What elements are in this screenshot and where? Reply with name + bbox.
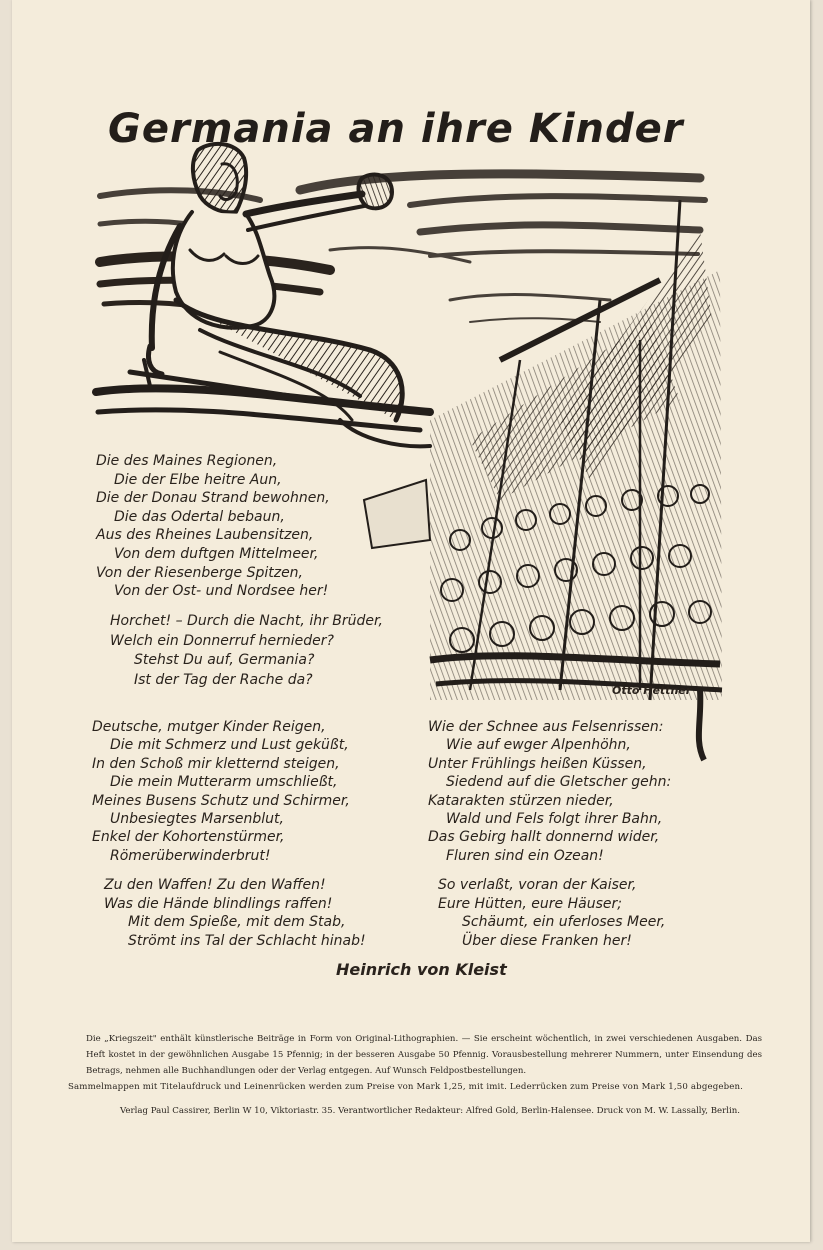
poem-line: Von der Ost- und Nordsee her! xyxy=(114,583,329,600)
crowd-and-banners xyxy=(364,200,722,760)
publication-notice: Die „Kriegszeit" enthält künstlerische Beiträge in Form von Original-Lithographien. — Sie erscheint wöchentlich, in zwei verschiedenen Ausgaben. Das Heft kostet in der gewöhnlichen Ausgabe 15 Pfennig; in der besseren Ausgabe 50 Pfennig. Vorausbestellung mehrerer Nummern, unter Einsendung des Betrags, nehmen alle Buchhandlungen oder der Verlag entgegen. Auf Wunsch Feldpostbestellungen. xyxy=(86,1034,762,1076)
poem-line: Zu den Waffen! Zu den Waffen! xyxy=(104,877,326,893)
poem-line: Das Gebirg hallt donnernd wider, xyxy=(428,829,660,846)
poem-line: Die das Odertal bebaun, xyxy=(114,508,285,525)
poem-line: Horchet! – Durch die Nacht, ihr Brüder, xyxy=(110,613,383,629)
poem-line: Strömt ins Tal der Schlacht hinab! xyxy=(128,932,366,949)
poem-line: Wie auf ewger Alpenhöhn, xyxy=(446,737,631,754)
poem-line: Enkel der Kohortenstürmer, xyxy=(92,829,285,846)
poem-line: Ist der Tag der Rache da? xyxy=(134,671,313,688)
poem-line: Die mein Mutterarm umschließt, xyxy=(110,774,338,791)
poem-line: Wald und Fels folgt ihrer Bahn, xyxy=(446,810,663,827)
poem-stanza-1 xyxy=(96,452,330,601)
poem-line: Von dem duftgen Mittelmeer, xyxy=(114,545,319,562)
poem-line: Über diese Franken her! xyxy=(462,932,632,949)
poem-line: Die der Donau Strand bewohnen, xyxy=(96,490,330,507)
poem-line: So verlaßt, voran der Kaiser, xyxy=(438,877,637,893)
poem-line: Welch ein Donnerruf hernieder? xyxy=(110,632,334,649)
poem-line: Die der Elbe heitre Aun, xyxy=(114,471,282,488)
poem-line: Fluren sind ein Ozean! xyxy=(446,847,604,864)
poem-line: Unbesiegtes Marsenblut, xyxy=(110,810,284,827)
imprint: Verlag Paul Cassirer, Berlin W 10, Viktoriastr. 35. Verantwortlicher Redakteur: Alfred Gold, Berlin-Halensee. Druck von M. W. Lassally, Berlin. xyxy=(120,1106,741,1116)
poem-line: Wie der Schnee aus Felsenrissen: xyxy=(428,719,664,735)
poem-stanza-2 xyxy=(110,612,383,690)
poem-line: Was die Hände blindlings raffen! xyxy=(104,895,333,912)
poem-line: Römerüberwinderbrut! xyxy=(110,847,271,864)
poem-line: Schäumt, ein uferloses Meer, xyxy=(462,914,666,931)
poem-line: In den Schoß mir kletternd steigen, xyxy=(92,755,340,772)
poem-line: Die des Maines Regionen, xyxy=(96,453,278,469)
poem-stanza-4 xyxy=(428,718,671,865)
binder-notice: Sammelmappen mit Titelaufdruck und Leinenrücken werden zum Preise von Mark 1,25, mit imit. Lederrücken zum Preise von Mark 1,50 abgegeben. xyxy=(68,1082,744,1092)
poem-stanza-3 xyxy=(92,718,350,865)
poem-line: Die mit Schmerz und Lust geküßt, xyxy=(110,737,349,754)
poem-line: Meines Busens Schutz und Schirmer, xyxy=(92,792,350,809)
poem-line: Aus des Rheines Laubensitzen, xyxy=(96,527,314,544)
poem-author: Heinrich von Kleist xyxy=(336,960,507,979)
poster-title: Germania an ihre Kinder xyxy=(108,106,684,152)
poem-line: Von der Riesenberge Spitzen, xyxy=(96,564,304,581)
poem-line: Katarakten stürzen nieder, xyxy=(428,792,614,809)
poem-stanza-5 xyxy=(104,876,366,950)
poem-stanza-6 xyxy=(438,876,665,950)
poem-line: Eure Hütten, eure Häuser; xyxy=(438,895,622,912)
artist-signature: Otto Hettner xyxy=(612,684,692,697)
poem-line: Siedend auf die Gletscher gehn: xyxy=(446,774,672,791)
poem-line: Mit dem Spieße, mit dem Stab, xyxy=(128,914,346,931)
poem-line: Stehst Du auf, Germania? xyxy=(134,652,315,668)
poem-line: Unter Frühlings heißen Küssen, xyxy=(428,755,647,772)
poem-line: Deutsche, mutger Kinder Reigen, xyxy=(92,719,326,735)
